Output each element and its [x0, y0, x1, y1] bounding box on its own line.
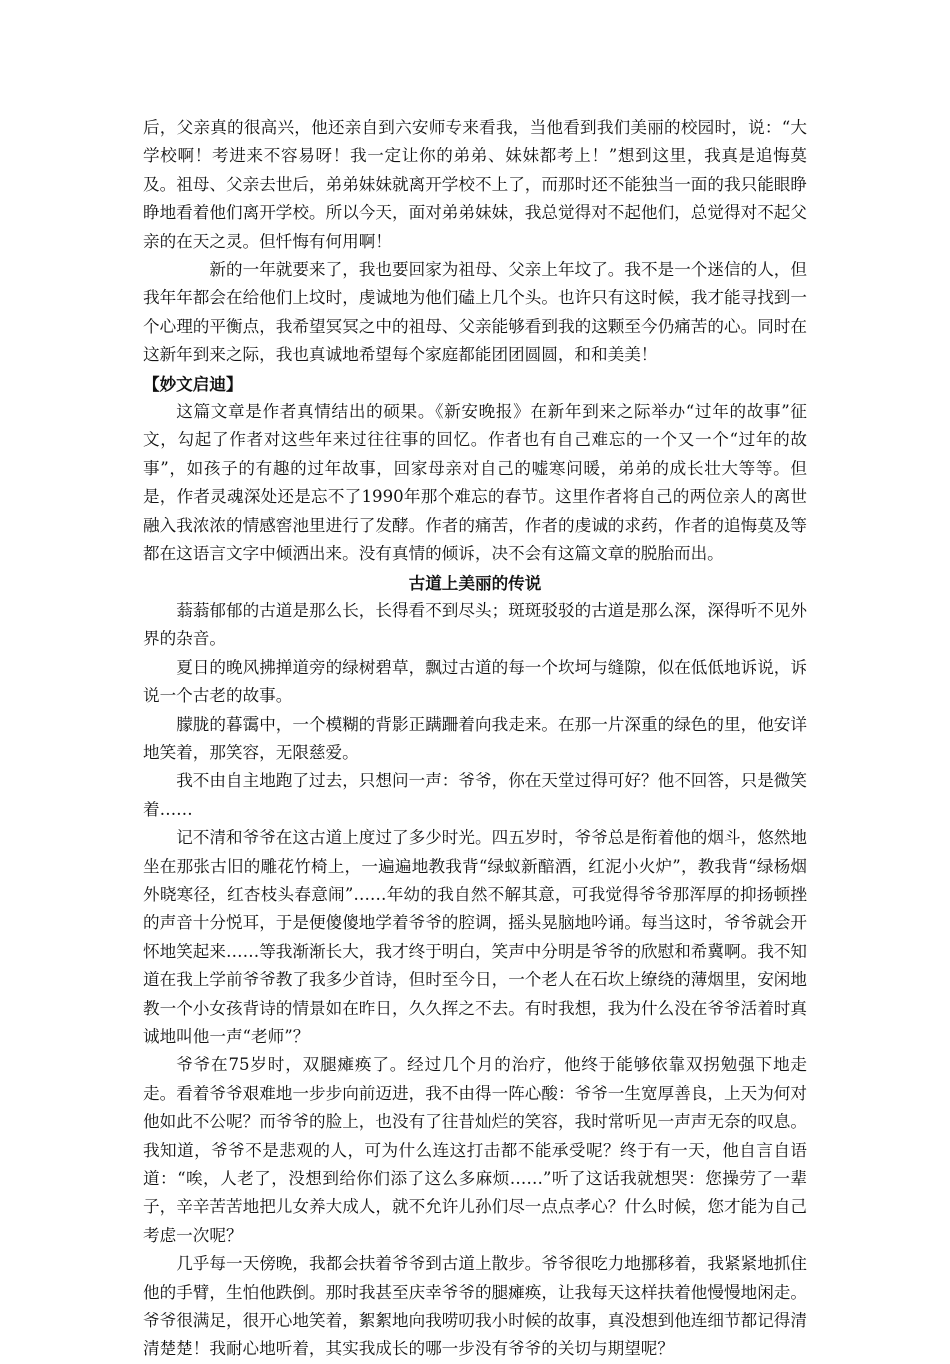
- story-paragraph: 爷爷在75岁时，双腿瘫痪了。经过几个月的治疗，他终于能够依靠双拐勉强下地走走。看着爷爷艰难地一步步向前迈进，我不由得一阵心酸：爷爷一生宽厚善良，上天为何对他如此不公呢？而爷爷的脸上，也没有了往昔灿烂的笑容，我时常听见一声声无奈的叹息。我知道，爷爷不是悲观的人，可为什么连这打击都不能承受呢？终于有一天，他自言自语道：“唉，人老了，没想到给你们添了这么多麻烦……”听了这话我就想哭：您操劳了一辈子，辛辛苦苦地把儿女养大成人，就不允许儿孙们尽一点点孝心？什么时候，您才能为自己考虑一次呢？: [143, 1055, 807, 1245]
- story-paragraph: 记不清和爷爷在这古道上度过了多少时光。四五岁时，爷爷总是衔着他的烟斗，悠然地坐在那张古旧的雕花竹椅上，一遍遍地教我背“绿蚁新醅酒，红泥小火炉”，教我背“绿杨烟外晓寒径，红杏枝头春意闹”……年幼的我自然不解其意，可我觉得爷爷那浑厚的抑扬顿挫的声音十分悦耳，于是便傻傻地学着爷爷的腔调，摇头晃脑地吟诵。每当这时，爷爷就会开怀地笑起来……等我渐渐长大，我才终于明白，笑声中分明是爷爷的欣慰和希冀啊。我不知道在我上学前爷爷教了我多少首诗，但时至今日，一个老人在石坎上缭绕的薄烟里，安闲地教一个小女孩背诗的情景如在昨日，久久挥之不去。有时我想，我为什么没在爷爷活着时真诚地叫他一声“老师”？: [143, 828, 807, 1046]
- paragraph-new-year: 新的一年就要来了，我也要回家为祖母、父亲上年坟了。我不是一个迷信的人，但我年年都会在给他们上坟时，虔诚地为他们磕上几个头。也许只有这时候，我才能寻找到一个心理的平衡点，我希望冥冥之中的祖母、父亲能够看到我的这颗至今仍痛苦的心。同时在这新年到来之际，我也真诚地希望每个家庭都能团团圆圆，和和美美！: [143, 260, 807, 365]
- story-paragraph: 我不由自主地跑了过去，只想问一声：爷爷，你在天堂过得可好？他不回答，只是微笑着……: [143, 771, 807, 819]
- story-paragraph: 几乎每一天傍晚，我都会扶着爷爷到古道上散步。爷爷很吃力地挪移着，我紧紧地抓住他的手臂，生怕他跌倒。那时我甚至庆幸爷爷的腿瘫痪，让我每天这样扶着他慢慢地闲走。爷爷很满足，很开心地笑着，絮絮地向我唠叨我小时候的故事，真没想到他连细节都记得清清楚楚！我耐心地听着，其实我成长的哪一步没有爷爷的关切与期望呢？: [143, 1254, 807, 1359]
- story-paragraph: 夏日的晚风拂掸道旁的绿树碧草，飘过古道的每一个坎坷与缝隙，似在低低地诉说，诉说一个古老的故事。: [143, 657, 807, 706]
- section-heading: 【妙文启迪】: [143, 373, 243, 394]
- story-title: 古道上美丽的传说: [408, 572, 542, 593]
- paragraph-continued: 后，父亲真的很高兴，他还亲自到六安师专来看我，当他看到我们美丽的校园时，说：“大学校啊！考进来不容易呀！我一定让你的弟弟、妹妹都考上！”想到这里，我真是追悔莫及。祖母、父亲去世后，弟弟妹妹就离开学校不上了，而那时还不能独当一面的我只能眼睁睁地看着他们离开学校。所以今天，面对弟弟妹妹，我总觉得对不起他们，总觉得对不起父亲的在天之灵。但忏悔有何用啊！: [143, 118, 807, 251]
- commentary-paragraph: 这篇文章是作者真情结出的硕果。《新安晚报》在新年到来之际举办“过年的故事”征文，勾起了作者对这些年来过往往事的回忆。作者也有自己难忘的一个又一个“过年的故事”，如孩子的有趣的过年故事，回家母亲对自己的嘘寒问暖，弟弟的成长壮大等等。但是，作者灵魂深处还是忘不了1990年那个难忘的春节。这里作者将自己的两位亲人的离世融入我浓浓的情感窖池里进行了发酵。作者的痛苦，作者的虔诚的求药，作者的追悔莫及等都在这语言文字中倾洒出来。没有真情的倾诉，决不会有这篇文章的脱胎而出。: [143, 402, 807, 564]
- document-body: [143, 114, 807, 1364]
- story-paragraph: 朦胧的暮霭中，一个模糊的背影正蹒跚着向我走来。在那一片深重的绿色的里，他安详地笑着，那笑容，无限慈爱。: [143, 714, 807, 762]
- story-paragraph: 蓊蓊郁郁的古道是那么长，长得看不到尽头；斑斑驳驳的古道是那么深，深得听不见外界的杂音。: [143, 600, 807, 649]
